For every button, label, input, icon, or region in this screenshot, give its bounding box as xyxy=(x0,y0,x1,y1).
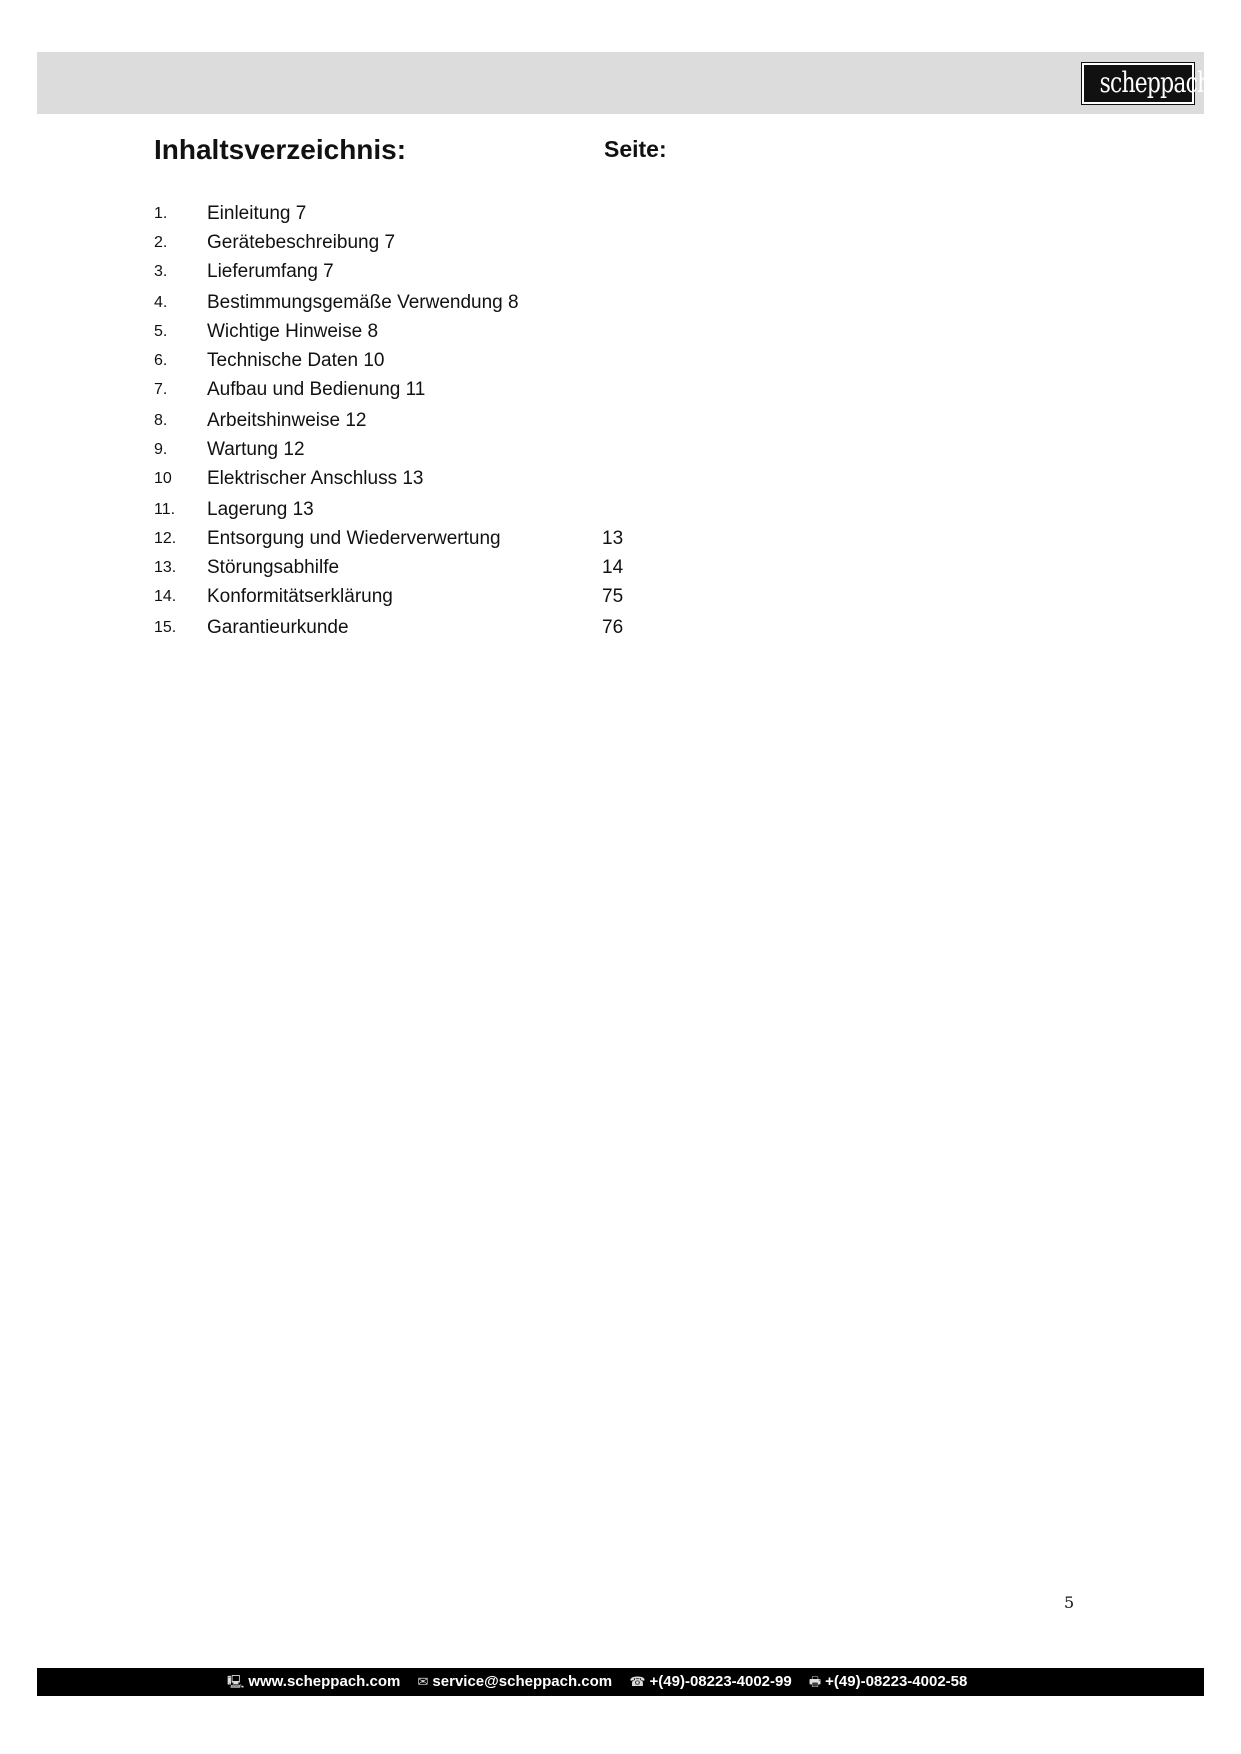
toc-row xyxy=(0,203,1241,229)
toc-label: Entsorgung und Wiederverwertung xyxy=(207,528,501,549)
toc-number: 3. xyxy=(154,263,168,280)
toc-number: 4. xyxy=(154,294,168,311)
mail-icon: ✉ xyxy=(417,1674,429,1689)
toc-row xyxy=(0,232,1241,258)
toc-row xyxy=(0,528,1241,554)
toc-row xyxy=(0,439,1241,465)
toc-row xyxy=(0,617,1241,643)
toc-label: Störungsabhilfe xyxy=(207,557,340,578)
toc-number: 1. xyxy=(154,205,168,222)
toc-number: 2. xyxy=(154,234,168,251)
toc-title: Inhaltsverzeichnis: xyxy=(154,134,407,165)
toc-number: 14. xyxy=(154,588,177,605)
toc-number: 10 xyxy=(154,470,172,487)
toc-page: 13 xyxy=(602,528,624,549)
page-column-heading: Seite: xyxy=(604,136,667,162)
toc-label: Technische Daten 10 xyxy=(207,350,385,371)
toc-row xyxy=(0,557,1241,583)
toc-row xyxy=(0,468,1241,494)
toc-number: 6. xyxy=(154,352,168,369)
toc-number: 8. xyxy=(154,412,168,429)
toc-number: 12. xyxy=(154,530,177,547)
toc-label: Wartung 12 xyxy=(207,439,305,460)
toc-label: Arbeitshinweise 12 xyxy=(207,410,367,431)
toc-row xyxy=(0,410,1241,436)
toc-number: 5. xyxy=(154,323,168,340)
toc-number: 9. xyxy=(154,441,168,458)
toc-number: 7. xyxy=(154,381,168,398)
footer-website[interactable]: 🖳 www.scheppach.com xyxy=(227,1673,401,1690)
toc-label: Bestimmungsgemäße Verwendung 8 xyxy=(207,292,519,313)
computer-icon: 🖳 xyxy=(227,1674,245,1689)
page-number: 5 xyxy=(1064,1593,1075,1612)
toc-label: Einleitung 7 xyxy=(207,203,307,224)
fax-icon: 🖶 xyxy=(808,1674,822,1689)
toc-label: Gerätebeschreibung 7 xyxy=(207,232,396,253)
toc-number: 13. xyxy=(154,559,177,576)
toc-label: Wichtige Hinweise 8 xyxy=(207,321,379,342)
footer-contacts xyxy=(227,1673,980,1695)
footer-bar xyxy=(37,1668,1204,1696)
header-band xyxy=(37,52,1211,114)
toc-label: Konformitätserklärung xyxy=(207,586,393,607)
toc-label: Lagerung 13 xyxy=(207,499,314,520)
footer-email[interactable]: ✉ service@scheppach.com xyxy=(417,1673,613,1690)
toc-label: Lieferumfang 7 xyxy=(207,261,334,282)
toc-row xyxy=(0,350,1241,376)
phone-icon: ☎ xyxy=(629,1674,646,1689)
toc-row xyxy=(0,499,1241,525)
toc-label: Aufbau und Bedienung 11 xyxy=(207,379,426,400)
toc-number: 11. xyxy=(154,501,176,518)
toc-row xyxy=(0,261,1241,287)
toc-label: Garantieurkunde xyxy=(207,617,349,638)
toc-label: Elektrischer Anschluss 13 xyxy=(207,468,424,489)
footer-phone: ☎ +(49)-08223-4002-99 xyxy=(629,1673,792,1690)
footer-fax: 🖶 +(49)-08223-4002-58 xyxy=(808,1673,968,1690)
toc-page: 75 xyxy=(602,586,624,607)
toc-row xyxy=(0,586,1241,612)
toc-row xyxy=(0,321,1241,347)
toc-page: 14 xyxy=(602,557,624,578)
toc-page: 76 xyxy=(602,617,624,638)
toc-number: 15. xyxy=(154,619,177,636)
scheppach-logo: scheppach xyxy=(1082,63,1194,104)
toc-row xyxy=(0,379,1241,405)
toc-row xyxy=(0,292,1241,318)
